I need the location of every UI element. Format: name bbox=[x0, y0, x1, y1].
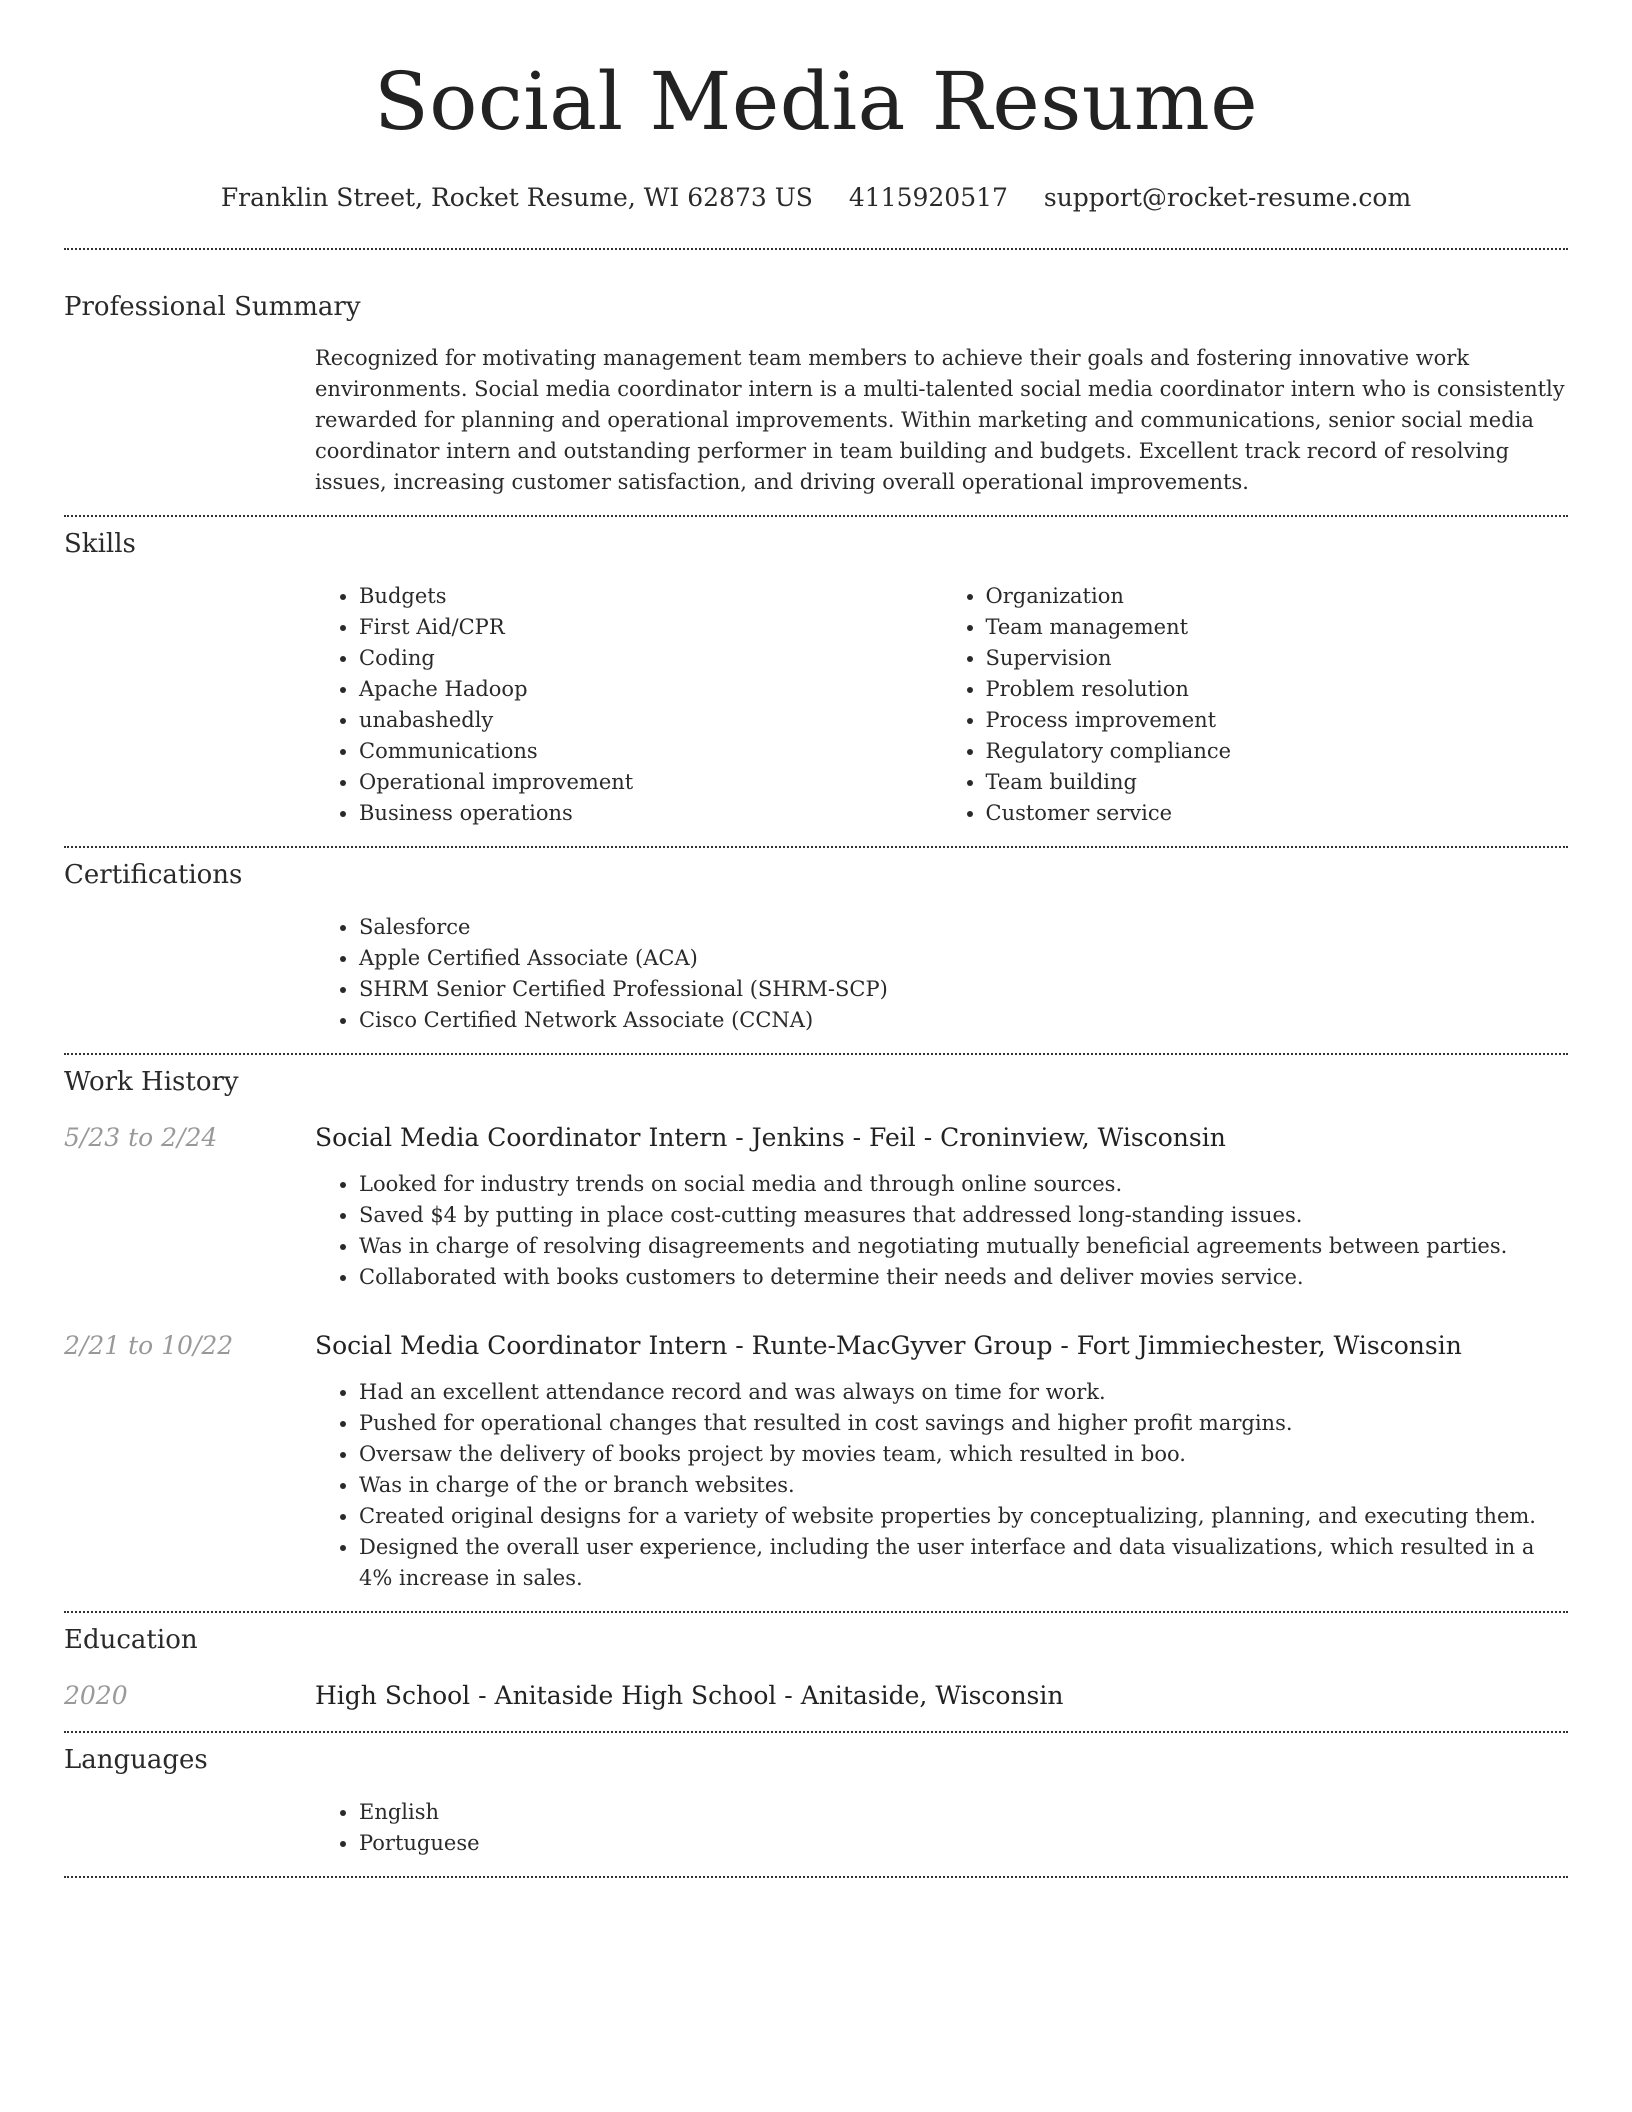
skill-item: • First Aid/CPR bbox=[359, 612, 942, 643]
job-bullet: • Created original designs for a variety of website properties by conceptualizing, planning, and executing them. bbox=[359, 1501, 1568, 1532]
work-heading: Work History bbox=[64, 1067, 239, 1097]
job-dates: 5/23 to 2/24 bbox=[64, 1123, 218, 1152]
divider bbox=[64, 1053, 1568, 1055]
certifications-section bbox=[64, 858, 1568, 1036]
education-heading: Education bbox=[64, 1625, 198, 1655]
skill-item: • Problem resolution bbox=[986, 674, 1569, 705]
skill-item: • Team management bbox=[986, 612, 1569, 643]
languages-section bbox=[64, 1743, 1568, 1859]
skills-list-left bbox=[315, 581, 942, 829]
certification-item: • Cisco Certified Network Associate (CCNA) bbox=[359, 1005, 1568, 1036]
divider bbox=[64, 1731, 1568, 1733]
languages-content bbox=[315, 1797, 1568, 1859]
languages-heading: Languages bbox=[64, 1745, 208, 1775]
skill-item: • Apache Hadoop bbox=[359, 674, 942, 705]
summary-content bbox=[315, 343, 1568, 498]
contact-phone: 4115920517 bbox=[848, 183, 1008, 212]
education-title: High School - Anitaside High School - Anitaside, Wisconsin bbox=[315, 1681, 1064, 1710]
contact-line bbox=[64, 182, 1568, 214]
skills-list-right bbox=[942, 581, 1569, 829]
contact-address: Franklin Street, Rocket Resume, WI 62873 US bbox=[220, 183, 813, 212]
divider bbox=[64, 846, 1568, 848]
divider bbox=[64, 1876, 1568, 1878]
skill-item: • Team building bbox=[986, 767, 1569, 798]
divider bbox=[64, 1611, 1568, 1613]
education-entry bbox=[64, 1679, 1568, 1713]
summary-text: Recognized for motivating management team members to achieve their goals and fostering innovative work environments. Social media coordinator intern is a multi-talented social media coordinator intern who is consistently rewarded for planning and operational improvements. Within marketing and communications, senior social media coordinator intern and outstanding performer in team building and budgets. Excellent track record of resolving issues, increasing customer satisfaction, and driving overall operational improvements. bbox=[315, 346, 1565, 494]
job-bullets bbox=[315, 1377, 1568, 1594]
divider bbox=[64, 515, 1568, 517]
languages-list bbox=[315, 1797, 1568, 1859]
job-entry bbox=[64, 1121, 1568, 1293]
skill-item: • Organization bbox=[986, 581, 1569, 612]
job-bullet: • Had an excellent attendance record and was always on time for work. bbox=[359, 1377, 1568, 1408]
divider bbox=[64, 248, 1568, 250]
skill-item: • Coding bbox=[359, 643, 942, 674]
skills-heading: Skills bbox=[64, 529, 136, 559]
job-bullet: • Designed the overall user experience, including the user interface and data visualizations, which resulted in a 4% increase in sales. bbox=[359, 1532, 1568, 1594]
education-section bbox=[64, 1623, 1568, 1713]
certifications-list bbox=[315, 912, 1568, 1036]
contact-email[interactable]: support@rocket-resume.com bbox=[1043, 183, 1412, 212]
job-details bbox=[315, 1377, 1568, 1594]
certification-item: • Salesforce bbox=[359, 912, 1568, 943]
skill-item: • Process improvement bbox=[986, 705, 1569, 736]
job-bullet: • Was in charge of resolving disagreements and negotiating mutually beneficial agreements between parties. bbox=[359, 1231, 1568, 1262]
job-bullet: • Pushed for operational changes that resulted in cost savings and higher profit margins. bbox=[359, 1408, 1568, 1439]
resume-title: Social Media Resume bbox=[373, 55, 1259, 148]
job-bullet: • Looked for industry trends on social media and through online sources. bbox=[359, 1169, 1568, 1200]
job-bullet: • Collaborated with books customers to determine their needs and deliver movies service. bbox=[359, 1262, 1568, 1293]
job-bullet: • Saved $4 by putting in place cost-cutting measures that addressed long-standing issues. bbox=[359, 1200, 1568, 1231]
job-dates: 2/21 to 10/22 bbox=[64, 1331, 234, 1360]
certifications-content bbox=[315, 912, 1568, 1036]
summary-heading: Professional Summary bbox=[64, 292, 361, 322]
language-item: • Portuguese bbox=[359, 1828, 1568, 1859]
job-entry bbox=[64, 1329, 1568, 1594]
skill-item: • Business operations bbox=[359, 798, 942, 829]
language-item: • English bbox=[359, 1797, 1568, 1828]
certifications-heading: Certifications bbox=[64, 860, 243, 890]
resume-page bbox=[64, 0, 1568, 1878]
job-title: Social Media Coordinator Intern - Jenkins - Feil - Croninview, Wisconsin bbox=[315, 1123, 1226, 1152]
job-bullets bbox=[315, 1169, 1568, 1293]
work-section bbox=[64, 1065, 1568, 1594]
skills-content bbox=[315, 581, 1568, 829]
certification-item: • Apple Certified Associate (ACA) bbox=[359, 943, 1568, 974]
skill-item: • Customer service bbox=[986, 798, 1569, 829]
skill-item: • Supervision bbox=[986, 643, 1569, 674]
skill-item: • unabashedly bbox=[359, 705, 942, 736]
skill-item: • Regulatory compliance bbox=[986, 736, 1569, 767]
job-bullet: • Oversaw the delivery of books project by movies team, which resulted in boo. bbox=[359, 1439, 1568, 1470]
job-bullet: • Was in charge of the or branch websites. bbox=[359, 1470, 1568, 1501]
job-title: Social Media Coordinator Intern - Runte-MacGyver Group - Fort Jimmiechester, Wisconsin bbox=[315, 1331, 1462, 1360]
summary-section bbox=[64, 290, 1568, 498]
job-details bbox=[315, 1169, 1568, 1293]
certification-item: • SHRM Senior Certified Professional (SHRM-SCP) bbox=[359, 974, 1568, 1005]
education-year: 2020 bbox=[64, 1681, 128, 1710]
skills-section bbox=[64, 527, 1568, 829]
skill-item: • Communications bbox=[359, 736, 942, 767]
skill-item: • Budgets bbox=[359, 581, 942, 612]
skill-item: • Operational improvement bbox=[359, 767, 942, 798]
